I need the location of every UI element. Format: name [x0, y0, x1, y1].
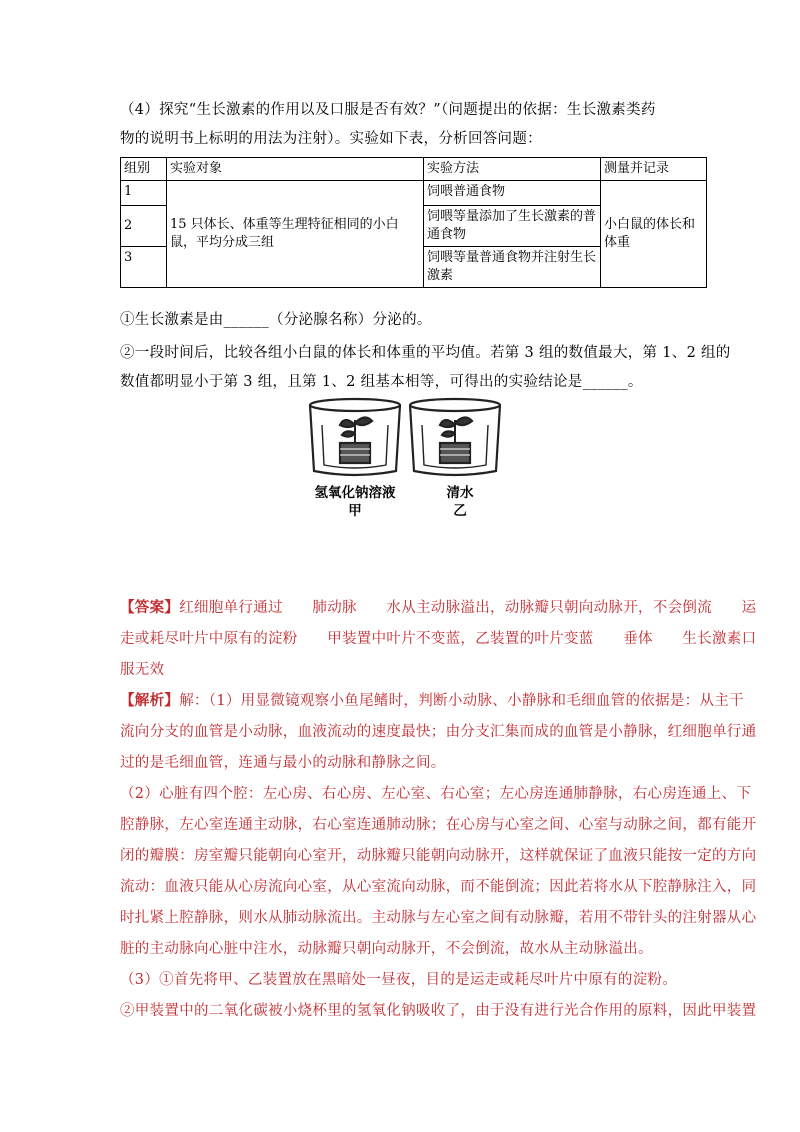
- record-cell: 小白鼠的体长和体重: [601, 181, 707, 288]
- beaker-jia-name: 甲: [348, 503, 362, 519]
- question-line-1: （4）探究“生长激素的作用以及口服是否有效？”（问题提出的依据：生长激素类药: [120, 102, 656, 118]
- analysis-line-1: [120, 689, 744, 710]
- table-row: [121, 181, 707, 206]
- answer-line-2: 走或耗尽叶片中原有的淀粉 甲装置中叶片不变蓝，乙装置的叶片变蓝 垂体 生长激素口: [120, 631, 757, 647]
- header-record: 测量并记录: [601, 158, 707, 181]
- answer-tag: 【答案】: [120, 599, 180, 616]
- sub-question-2-line-2: 数值都明显小于第 3 组，且第 1、2 组基本相等，可得出的实验结论是______。: [120, 374, 643, 390]
- header-subject: 实验对象: [167, 158, 424, 181]
- analysis-line-10: （3）①首先将甲、乙装置放在黑暗处一昼夜，目的是运走或耗尽叶片中原有的淀粉。: [120, 972, 678, 988]
- analysis-line-8: 时扎紧上腔静脉，则水从肺动脉流出。主动脉与左心室之间有动脉瓣，若用不带针头的注射器从心: [120, 910, 757, 926]
- group-cell: 1: [121, 181, 167, 206]
- beaker-jia-label: 氢氧化钠溶液: [314, 485, 396, 501]
- beaker-yi: [410, 399, 500, 475]
- question-line-2: 物的说明书上标明的用法为注射）。实验如下表，分析回答问题：: [120, 131, 542, 147]
- group-cell: 2: [121, 206, 167, 247]
- sub-question-2-line-1: ②一段时间后，比较各组小白鼠的体长和体重的平均值。若第 3 组的数值最大，第 1、2 组的: [120, 345, 731, 361]
- analysis-line-11: ②甲装置中的二氧化碳被小烧杯里的氢氧化钠吸收了，由于没有进行光合作用的原料，因此甲装置: [120, 1003, 757, 1019]
- experiment-table: [120, 157, 707, 288]
- analysis-tag: 【解析】: [120, 692, 180, 709]
- analysis-line-6: 闭的瓣膜：房室瓣只能朝向心室开，动脉瓣只能朝向动脉开，这样就保证了血液只能按一定的方向: [120, 848, 757, 864]
- sub-question-1: ①生长激素是由______（分泌腺名称）分泌的。: [120, 312, 432, 328]
- analysis-line-5: 腔静脉，左心室连通主动脉，右心室连通肺动脉；在心房与心室之间、心室与动脉之间，都有能开: [120, 817, 757, 833]
- method-cell: 饲喂等量添加了生长激素的普通食物: [424, 206, 601, 247]
- method-cell: 饲喂等量普通食物并注射生长激素: [424, 247, 601, 288]
- beaker-jia: [310, 399, 400, 475]
- analysis-line-7: 流动：血液只能从心房流向心室，从心室流向动脉，而不能倒流；因此若将水从下腔静脉注入，同: [120, 879, 757, 895]
- header-group: 组别: [121, 158, 167, 181]
- method-cell: 饲喂普通食物: [424, 181, 601, 206]
- table-header-row: [121, 158, 707, 181]
- subject-cell: 15 只体长、体重等生理特征相同的小白鼠，平均分成三组: [167, 181, 424, 288]
- analysis-line-9: 脏的主动脉向心脏中注水，动脉瓣只朝向动脉开，不会倒流，故水从主动脉溢出。: [120, 941, 653, 957]
- answer-line-1: [120, 596, 756, 617]
- experiment-illustration: [300, 395, 510, 519]
- analysis-line-2: 流向分支的血管是小动脉，血液流动的速度最快；由分支汇集而成的血管是小静脉，红细胞单行通: [120, 724, 757, 740]
- analysis-line-3: 过的是毛细血管，连通与最小的动脉和静脉之间。: [120, 755, 446, 771]
- beaker-yi-label: 清水: [446, 485, 474, 501]
- analysis-text-1: 解：（1）用显微镜观察小鱼尾鳍时，判断小动脉、小静脉和毛细血管的依据是：从主干: [179, 693, 744, 709]
- header-method: 实验方法: [424, 158, 601, 181]
- answer-line-3: 服无效: [120, 662, 165, 678]
- answer-text-1: 红细胞单行通过 肺动脉 水从主动脉溢出，动脉瓣只朝向动脉开，不会倒流 运: [179, 600, 757, 616]
- analysis-line-4: （2）心脏有四个腔：左心房、右心房、左心室、右心室；左心房连通肺静脉，右心房连通上、下: [120, 786, 752, 802]
- group-cell: 3: [121, 247, 167, 288]
- beaker-yi-name: 乙: [453, 503, 467, 519]
